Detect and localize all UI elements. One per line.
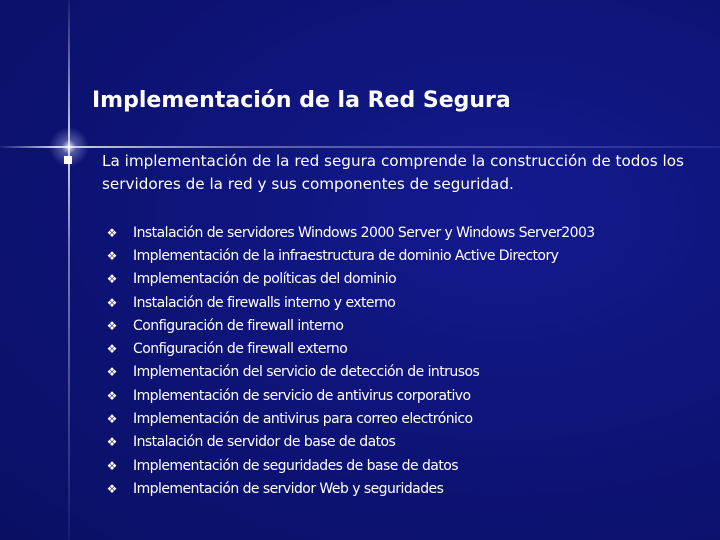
diamond-bullet-icon: ❖ <box>106 248 118 263</box>
list-item <box>104 291 595 314</box>
list-item <box>104 314 595 337</box>
diamond-bullet-icon: ❖ <box>106 318 118 333</box>
intro-paragraph: La implementación de la red segura comprende la construcción de todos los servidores de la red y sus componentes de seguridad. <box>102 152 684 193</box>
square-bullet-icon <box>64 156 72 164</box>
diamond-bullet-icon: ❖ <box>106 481 118 496</box>
diamond-bullet-icon: ❖ <box>106 435 118 450</box>
list-item <box>104 477 595 500</box>
list-item <box>104 244 595 267</box>
list-item-text: Implementación de la infraestructura de dominio Active Directory <box>133 247 559 264</box>
list-item <box>104 384 595 407</box>
list-item-text: Implementación de seguridades de base de datos <box>133 457 459 474</box>
list-item <box>104 337 595 360</box>
diamond-bullet-icon: ❖ <box>106 388 118 403</box>
list-item <box>104 361 595 384</box>
diamond-bullet-icon: ❖ <box>106 295 118 310</box>
decorative-vertical-line <box>68 0 70 540</box>
list-item-text: Implementación de servidor Web y seguridades <box>133 480 444 497</box>
diamond-bullet-icon: ❖ <box>106 365 118 380</box>
diamond-bullet-icon: ❖ <box>106 458 118 473</box>
list-item-text: Implementación de antivirus para correo electrónico <box>133 411 473 428</box>
list-item <box>104 431 595 454</box>
list-item <box>104 268 595 291</box>
list-item-text: Implementación de políticas del dominio <box>133 271 397 288</box>
diamond-bullet-icon: ❖ <box>106 412 118 427</box>
list-item <box>104 454 595 477</box>
decorative-horizontal-line <box>0 146 720 148</box>
list-item <box>104 407 595 430</box>
list-item-text: Instalación de servidor de base de datos <box>133 434 396 451</box>
sub-bullet-list <box>104 221 595 501</box>
list-item-text: Configuración de firewall interno <box>133 317 344 334</box>
slide-title: Implementación de la Red Segura <box>92 88 511 113</box>
list-item-text: Implementación de servicio de antivirus corporativo <box>133 387 471 404</box>
diamond-bullet-icon: ❖ <box>106 272 118 287</box>
list-item <box>104 221 595 244</box>
list-item-text: Implementación del servicio de detección de intrusos <box>133 364 480 381</box>
diamond-bullet-icon: ❖ <box>106 225 118 240</box>
list-item-text: Configuración de firewall externo <box>133 341 348 358</box>
list-item-text: Instalación de servidores Windows 2000 Server y Windows Server2003 <box>133 224 595 241</box>
diamond-bullet-icon: ❖ <box>106 342 118 357</box>
list-item-text: Instalación de firewalls interno y externo <box>133 294 396 311</box>
